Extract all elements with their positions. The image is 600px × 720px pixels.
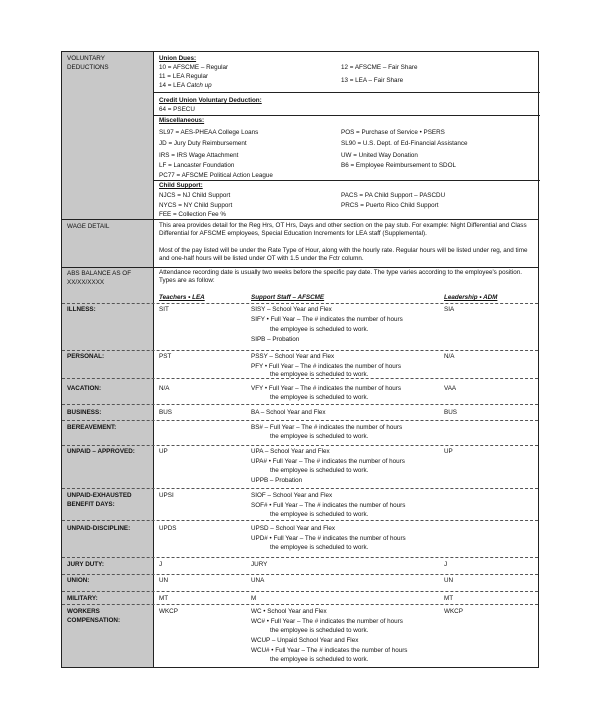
teacher-code: UPSI <box>159 492 174 499</box>
row-label: WORKERS <box>67 608 100 615</box>
support-code: JURY <box>251 561 268 568</box>
wage-detail-text: This area provides detail for the Reg Hrs, OT Hrs, Days and other section on the pay stub. For example: Night Differential and Class Differential for AFSCME employees, Special Education Increments for LEA staff (Supplemental). <box>159 222 527 238</box>
leadership-code: WKCP <box>444 608 463 615</box>
union-dues-heading: Union Dues: <box>159 55 197 62</box>
code-item: NJCS = NJ Child Support <box>159 192 231 199</box>
misc-heading: Miscellaneous: <box>159 117 205 124</box>
teacher-code: UN <box>159 577 169 584</box>
leadership-code: N/A <box>444 353 455 360</box>
support-code: WC# • Full Year – The # indicates the number of hours <box>251 618 403 625</box>
row-divider <box>62 604 538 605</box>
code-item: FEE = Collection Fee % <box>159 211 227 218</box>
support-code: UPA# • Full Year – The # indicates the number of hours <box>251 458 405 465</box>
support-code: the employee is scheduled to work. <box>270 326 369 333</box>
code-item: PACS = PA Child Support – PASCDU <box>341 192 446 199</box>
row-divider <box>62 574 538 575</box>
code-item: B6 = Employee Reimbursement to SDOL <box>341 162 456 169</box>
code-item: PC77 = AFSCME Political Action League <box>159 172 273 179</box>
teacher-code: UP <box>159 448 168 455</box>
support-code: the employee is scheduled to work. <box>270 467 369 474</box>
teacher-code: WKCP <box>159 608 178 615</box>
support-code: PSSY – School Year and Flex <box>251 353 335 360</box>
abs-balance-text: Attendance recording date is usually two weeks before the specific pay date. The type varies according to the employee's position. Types are as follow: <box>159 269 523 285</box>
support-code: the employee is scheduled to work. <box>270 656 369 663</box>
support-code: the employee is scheduled to work. <box>270 394 369 401</box>
credit-union-heading: Credit Union Voluntary Deduction: <box>159 97 262 104</box>
code-item: LF = Lancaster Foundation <box>159 162 235 169</box>
support-code: WCUP – Unpaid School Year and Flex <box>251 637 359 644</box>
support-code: the employee is scheduled to work. <box>270 371 369 378</box>
code-item: SL90 = U.S. Dept. of Ed-Financial Assistance <box>341 140 468 147</box>
row-label: UNION: <box>67 577 90 584</box>
row-divider <box>62 267 538 268</box>
code-item: NYCS = NY Child Support <box>159 202 233 209</box>
support-code: UNA <box>251 577 265 584</box>
row-label: VACATION: <box>67 385 102 392</box>
row-divider <box>62 404 538 405</box>
wage-detail-label: WAGE DETAIL <box>67 223 110 230</box>
code-item: 11 = LEA Regular <box>159 73 209 80</box>
teacher-code: SIT <box>159 306 169 313</box>
code-item: PRCS = Puerto Rico Child Support <box>341 202 439 209</box>
section-divider <box>154 92 540 93</box>
row-label: MILITARY: <box>67 595 98 602</box>
col-header-leadership: Leadership • ADM <box>444 294 498 301</box>
support-code: UPD# • Full Year – The # indicates the number of hours <box>251 535 406 542</box>
leadership-code: MT <box>444 595 454 602</box>
row-label: BENEFIT DAYS: <box>67 501 115 508</box>
code-item: 13 = LEA – Fair Share <box>341 77 404 84</box>
row-label: BEREAVEMENT: <box>67 424 117 431</box>
code-item: 64 = PSECU <box>159 106 195 113</box>
leadership-code: UN <box>444 577 454 584</box>
support-code: the employee is scheduled to work. <box>270 433 369 440</box>
wage-detail-text: Most of the pay listed will be under the Rate Type of Hour, along with the hourly rate. Regular hours will be listed under reg, and time and one-half hours will be listed under OT with 1.5 under the Fctr column. <box>159 247 528 263</box>
child-support-heading: Child Support: <box>159 182 203 189</box>
row-divider <box>62 591 538 592</box>
teacher-code: MT <box>159 595 169 602</box>
support-code: WCU# • Full Year – The # indicates the number of hours <box>251 647 408 654</box>
code-item: IRS = IRS Wage Attachment <box>159 152 239 159</box>
row-label: UNPAID – APPROVED: <box>67 448 135 455</box>
support-code: PFY • Full Year – The # indicates the number of hours <box>251 363 402 370</box>
support-code: WC • School Year and Flex <box>251 608 327 615</box>
col-header-teachers: Teachers • LEA <box>159 294 205 301</box>
leadership-code: J <box>444 561 448 568</box>
voluntary-label: VOLUNTARY <box>67 55 105 62</box>
row-label: COMPENSATION: <box>67 617 121 624</box>
teacher-code: BUS <box>159 409 172 416</box>
support-code: SOF# • Full Year – The # indicates the number of hours <box>251 502 406 509</box>
row-label: JURY DUTY: <box>67 561 104 568</box>
teacher-code: N/A <box>159 385 170 392</box>
support-code: the employee is scheduled to work. <box>270 544 369 551</box>
teacher-code: PST <box>159 353 172 360</box>
teacher-code: J <box>159 561 163 568</box>
row-divider <box>62 557 538 558</box>
support-code: UPPB – Probation <box>251 477 303 484</box>
support-code: the employee is scheduled to work. <box>270 511 369 518</box>
row-label: UNPAID-DISCIPLINE: <box>67 525 131 532</box>
code-item: SL97 = AES-PHEAA College Loans <box>159 129 259 136</box>
support-code: M <box>251 595 257 602</box>
row-divider <box>62 488 538 489</box>
code-item: 12 = AFSCME – Fair Share <box>341 64 418 71</box>
row-divider <box>62 303 538 304</box>
row-label: ILLNESS: <box>67 306 96 313</box>
row-divider <box>62 520 538 521</box>
row-label: BUSINESS: <box>67 409 102 416</box>
support-code: UPSD – School Year and Flex <box>251 525 336 532</box>
row-label: PERSONAL: <box>67 353 105 360</box>
teacher-code: UPDS <box>159 525 177 532</box>
code-item: JD = Jury Duty Reimbursement <box>159 140 247 147</box>
code-item: POS = Purchase of Service • PSERS <box>341 129 445 136</box>
code-item: UW = United Way Donation <box>341 152 418 159</box>
row-label: UNPAID-EXHAUSTED <box>67 492 132 499</box>
col-header-support: Support Staff – AFSCME <box>251 294 325 301</box>
row-divider <box>62 219 538 220</box>
row-divider <box>62 420 538 421</box>
leadership-code: UP <box>444 448 453 455</box>
voluntary-label: DEDUCTIONS <box>67 64 109 71</box>
support-code: BS# – Full Year – The # indicates the number of hours <box>251 424 403 431</box>
abs-balance-label: ABS BALANCE AS OF <box>67 270 132 277</box>
support-code: SIFY • Full Year – The # indicates the number of hours <box>251 316 403 323</box>
support-code: VFY • Full Year – The # indicates the number of hours <box>251 385 402 392</box>
section-divider <box>154 115 540 116</box>
leadership-code: SIA <box>444 306 455 313</box>
leadership-code: VAA <box>444 385 457 392</box>
support-code: the employee is scheduled to work. <box>270 627 369 634</box>
section-divider <box>154 180 540 181</box>
deduction-codes-document <box>61 51 539 668</box>
support-code: SIOF – School Year and Flex <box>251 492 333 499</box>
row-divider <box>62 445 538 446</box>
support-code: SISY – School Year and Flex <box>251 306 332 313</box>
code-item: 14 = LEA Catch up <box>159 82 212 89</box>
abs-balance-label: XX/XX/XXXX <box>67 279 105 286</box>
code-item: 10 = AFSCME – Regular <box>159 64 229 71</box>
support-code: UPA – School Year and Flex <box>251 448 330 455</box>
support-code: BA – School Year and Flex <box>251 409 326 416</box>
support-code: SIPB – Probation <box>251 336 300 343</box>
row-divider <box>62 350 538 351</box>
leadership-code: BUS <box>444 409 457 416</box>
